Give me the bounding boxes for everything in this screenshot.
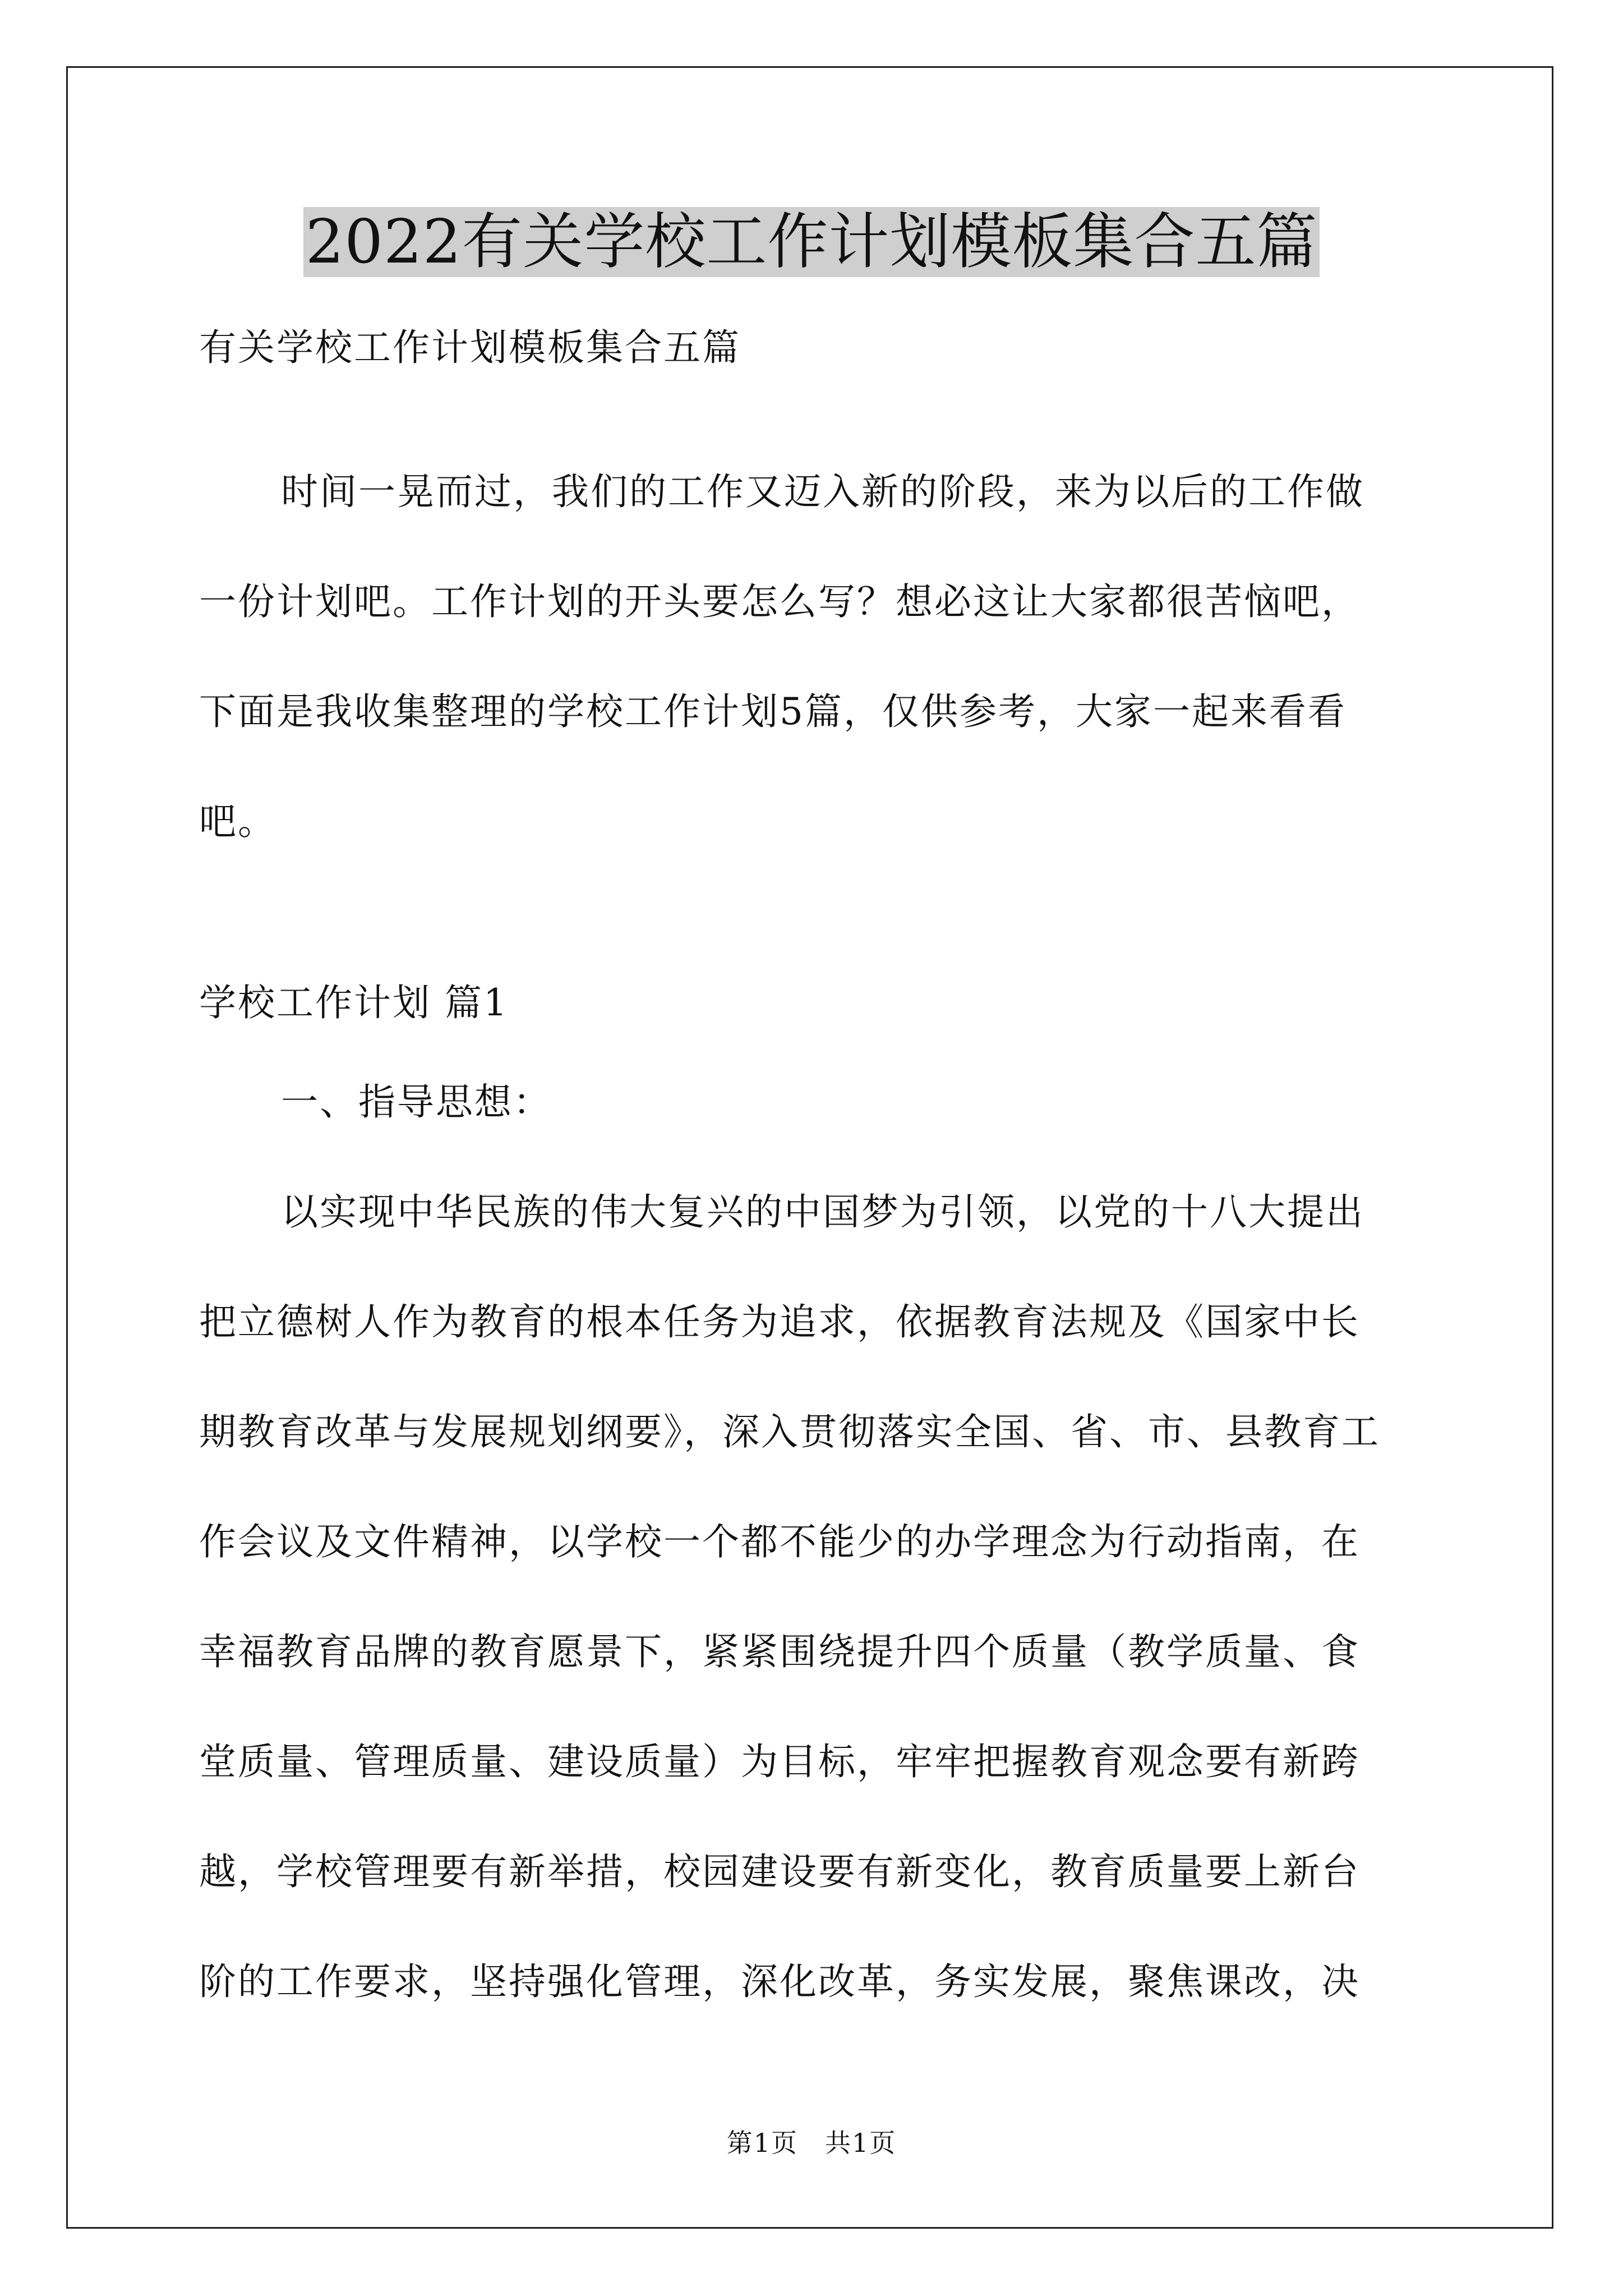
intro-paragraph [199, 437, 1433, 877]
document-body [199, 311, 1433, 2037]
body-line: 期教育改革与发展规划纲要》，深入贯彻落实全国、省、市、县教育工 [199, 1410, 1380, 1453]
body-paragraph [199, 1157, 1433, 2037]
intro-line: 下面是我收集整理的学校工作计划5篇，仅供参考，大家一起来看看 [199, 690, 1347, 733]
intro-line: 吧。 [199, 800, 276, 843]
body-line: 越，学校管理要有新举措，校园建设要有新变化，教育质量要上新台 [199, 1850, 1360, 1893]
intro-line: 一份计划吧。工作计划的开头要怎么写？想必这让大家都很苦恼吧， [199, 580, 1360, 623]
document-title [0, 203, 1623, 282]
document-title-text: 2022有关学校工作计划模板集合五篇 [303, 207, 1320, 277]
intro-line: 时间一晃而过，我们的工作又迈入新的阶段，来为以后的工作做 [281, 470, 1364, 513]
item-heading: 一、指导思想： [281, 1080, 552, 1124]
body-line: 把立德树人作为教育的根本任务为追求，依据教育法规及《国家中长 [199, 1300, 1360, 1343]
body-line: 以实现中华民族的伟大复兴的中国梦为引领，以党的十八大提出 [281, 1190, 1364, 1234]
section-heading: 学校工作计划 篇1 [199, 981, 509, 1024]
body-line: 堂质量、管理质量、建设质量）为目标，牢牢把握教育观念要有新跨 [199, 1740, 1360, 1783]
page-footer [0, 2126, 1623, 2160]
document-subtitle: 有关学校工作计划模板集合五篇 [199, 326, 741, 369]
body-line: 阶的工作要求，坚持强化管理，深化改革，务实发展，聚焦课改，决 [199, 1960, 1360, 2003]
page-number: 第1页 共1页 [726, 2128, 897, 2158]
body-line: 幸福教育品牌的教育愿景下，紧紧围绕提升四个质量（教学质量、食 [199, 1630, 1360, 1673]
body-line: 作会议及文件精神，以学校一个都不能少的办学理念为行动指南，在 [199, 1520, 1360, 1563]
